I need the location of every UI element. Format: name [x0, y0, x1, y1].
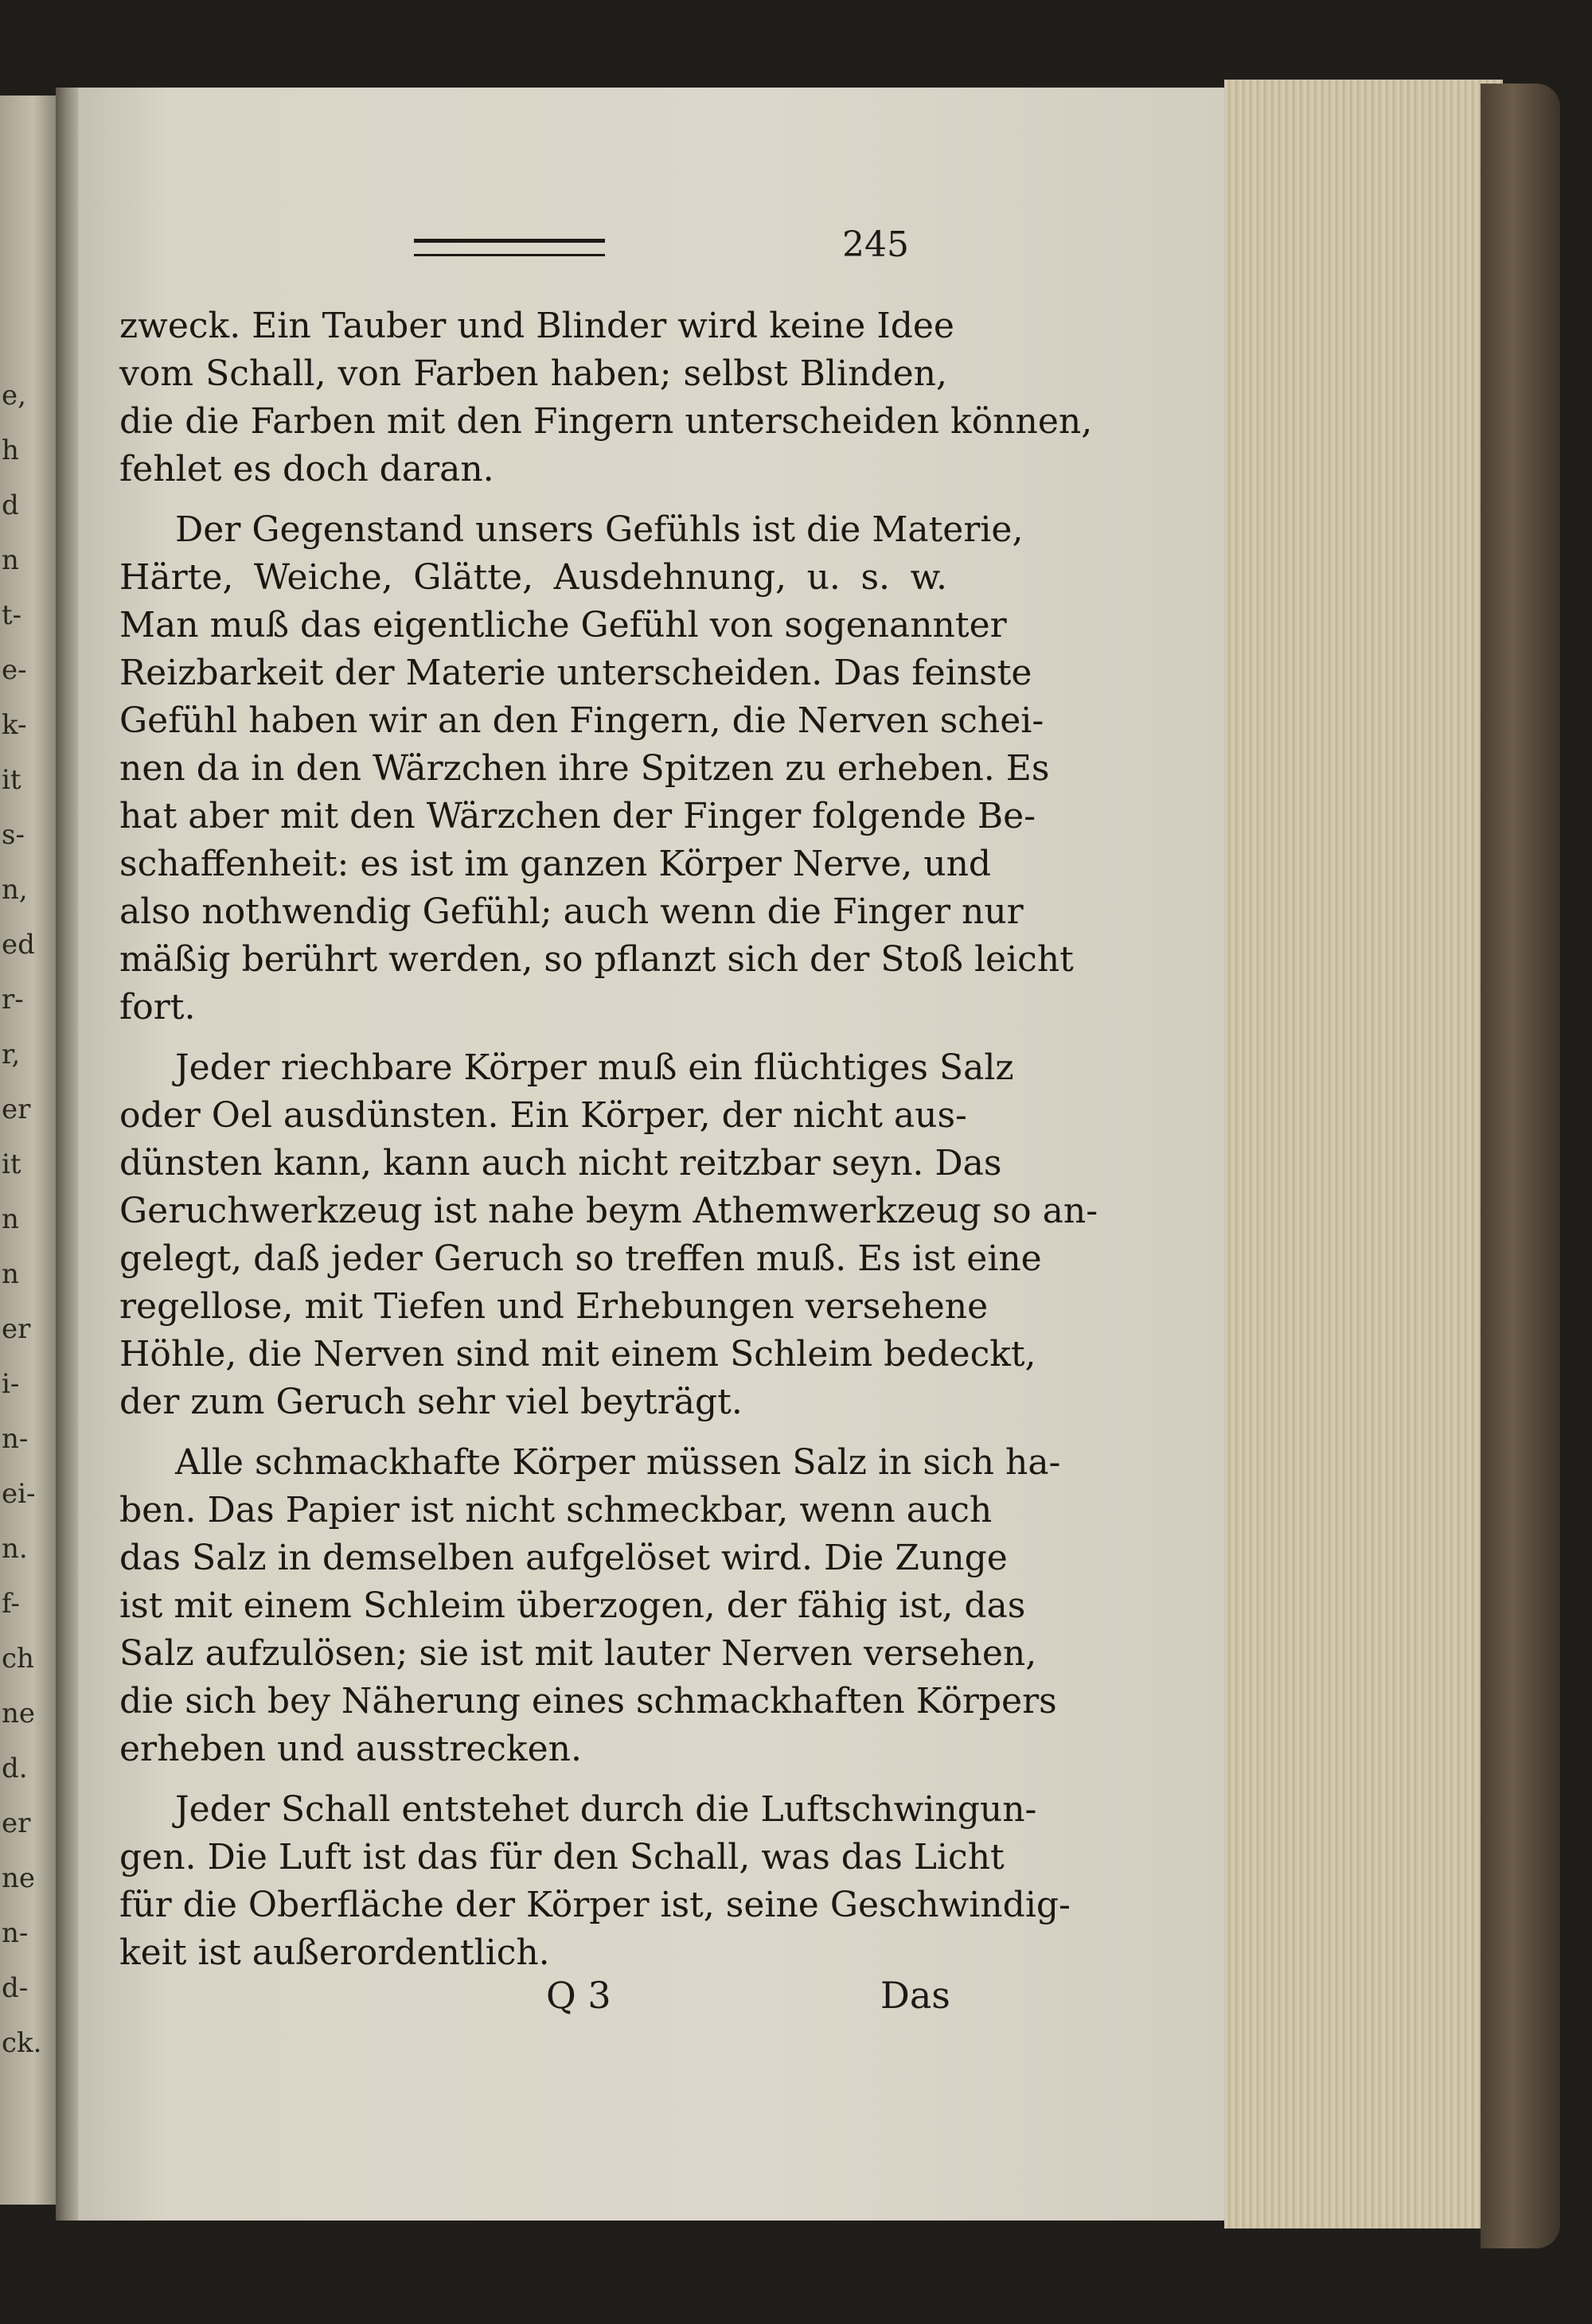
- left-page-fragment: e-: [2, 654, 27, 686]
- left-page-fragment: n: [2, 1203, 19, 1235]
- paragraph-gap: [119, 1773, 947, 1786]
- text-line: zweck. Ein Tauber und Blinder wird keine Idee: [119, 306, 954, 346]
- left-page-fragment: ne: [2, 1862, 36, 1894]
- text-line: fehlet es doch daran.: [119, 449, 494, 489]
- header-ornament-rule: [414, 239, 605, 256]
- text-line: oder Oel ausdünsten. Ein Körper, der nicht aus-: [119, 1095, 967, 1136]
- text-line: Salz aufzulösen; sie ist mit lauter Nerven versehen,: [119, 1633, 1037, 1674]
- body-text: [119, 302, 1098, 1977]
- paragraph: [119, 302, 1093, 493]
- left-page-edge: [0, 96, 56, 2205]
- text-line: das Salz in demselben aufgelöset wird. Die Zunge: [119, 1538, 1008, 1578]
- text-line: regellose, mit Tiefen und Erhebungen versehene: [119, 1286, 989, 1327]
- left-page-fragment: ch: [2, 1643, 34, 1675]
- left-page-fragment: h: [2, 435, 19, 466]
- left-page-fragment: d-: [2, 1972, 29, 2004]
- text-line: die die Farben mit den Fingern unterscheiden können,: [119, 401, 1093, 442]
- left-page-fragment: it: [2, 1148, 21, 1180]
- text-line: mäßig berührt werden, so pflanzt sich der Stoß leicht: [119, 939, 1074, 980]
- text-line: Jeder Schall entstehet durch die Luftschwingun-: [175, 1789, 1037, 1830]
- left-page-fragment: d: [2, 489, 19, 521]
- left-page-fragment: ed: [2, 929, 35, 961]
- left-page-fragment: n-: [2, 1917, 29, 1949]
- left-page-line-fragments: [0, 382, 49, 2093]
- text-line: Geruchwerkzeug ist nahe beym Athemwerkzeug so an-: [119, 1191, 1098, 1231]
- left-page-fragment: n-: [2, 1423, 29, 1455]
- left-page-fragment: e,: [2, 382, 26, 411]
- catchword: Das: [880, 1974, 950, 2017]
- left-page-fragment: ei-: [2, 1478, 36, 1510]
- paragraph-gap: [119, 1426, 947, 1439]
- paragraph: [119, 1786, 1071, 1977]
- left-page-fragment: ne: [2, 1698, 36, 1729]
- left-page-fragment: k-: [2, 709, 27, 741]
- text-line: gen. Die Luft ist das für den Schall, was das Licht: [119, 1837, 1005, 1878]
- text-line: Reizbarkeit der Materie unterscheiden. Das feinste: [119, 653, 1032, 693]
- left-page-fragment: n,: [2, 874, 28, 906]
- left-page-fragment: n: [2, 544, 19, 576]
- text-line: ben. Das Papier ist nicht schmeckbar, wenn auch: [119, 1490, 993, 1530]
- left-page-fragment: it: [2, 764, 21, 796]
- text-line: Härte, Weiche, Glätte, Ausdehnung, u. s. w.: [119, 557, 947, 598]
- left-page-fragment: i-: [2, 1368, 20, 1400]
- left-page-fragment: er: [2, 1094, 31, 1125]
- left-page-fragment: n.: [2, 1533, 28, 1565]
- text-line: Man muß das eigentliche Gefühl von sogenannter: [119, 605, 1007, 645]
- text-line: der zum Geruch sehr viel beyträgt.: [119, 1382, 743, 1422]
- left-page-fragment: r,: [2, 1039, 21, 1070]
- text-line: hat aber mit den Wärzchen der Finger folgende Be-: [119, 796, 1036, 836]
- left-page-fragment: f-: [2, 1588, 20, 1620]
- text-line: gelegt, daß jeder Geruch so treffen muß. Es ist eine: [119, 1238, 1042, 1279]
- text-line: Der Gegenstand unsers Gefühls ist die Materie,: [175, 509, 1024, 550]
- page-number: 245: [842, 224, 909, 265]
- paragraph: [119, 1044, 1098, 1426]
- left-page-fragment: t-: [2, 599, 22, 631]
- book-gutter: [56, 88, 80, 2221]
- paragraph-gap: [119, 493, 947, 506]
- left-page-fragment: d.: [2, 1753, 28, 1784]
- left-page-fragment: er: [2, 1807, 31, 1839]
- book-cover: [1481, 84, 1560, 2248]
- left-page-fragment: er: [2, 1313, 31, 1345]
- text-line: also nothwendig Gefühl; auch wenn die Finger nur: [119, 891, 1024, 932]
- paragraph-gap: [119, 1031, 947, 1044]
- text-line: vom Schall, von Farben haben; selbst Blinden,: [119, 353, 947, 394]
- signature-mark: Q 3: [546, 1974, 611, 2017]
- text-line: Alle schmackhafte Körper müssen Salz in sich ha-: [175, 1442, 1061, 1483]
- left-page-fragment: s-: [2, 819, 25, 851]
- left-page-fragment: n: [2, 1258, 19, 1290]
- text-line: erheben und ausstrecken.: [119, 1729, 582, 1769]
- text-line: Gefühl haben wir an den Fingern, die Nerven schei-: [119, 700, 1044, 741]
- left-page-fragment: r-: [2, 984, 24, 1016]
- text-line: ist mit einem Schleim überzogen, der fähig ist, das: [119, 1585, 1026, 1626]
- paragraph: [119, 506, 1074, 1031]
- text-line: Höhle, die Nerven sind mit einem Schleim bedeckt,: [119, 1334, 1036, 1375]
- text-line: fort.: [119, 987, 196, 1027]
- paragraph: [119, 1439, 1061, 1773]
- text-line: schaffenheit: es ist im ganzen Körper Nerve, und: [119, 844, 992, 884]
- text-line: die sich bey Näherung eines schmackhaften Körpers: [119, 1681, 1057, 1722]
- left-page-fragment: ck.: [2, 2027, 42, 2059]
- text-line: dünsten kann, kann auch nicht reitzbar seyn. Das: [119, 1143, 1002, 1183]
- text-line: für die Oberfläche der Körper ist, seine Geschwindig-: [119, 1885, 1071, 1925]
- text-line: Jeder riechbare Körper muß ein flüchtiges Salz: [175, 1047, 1014, 1088]
- text-line: keit ist außerordentlich.: [119, 1932, 550, 1973]
- page-edges: [1224, 80, 1503, 2228]
- text-line: nen da in den Wärzchen ihre Spitzen zu erheben. Es: [119, 748, 1050, 789]
